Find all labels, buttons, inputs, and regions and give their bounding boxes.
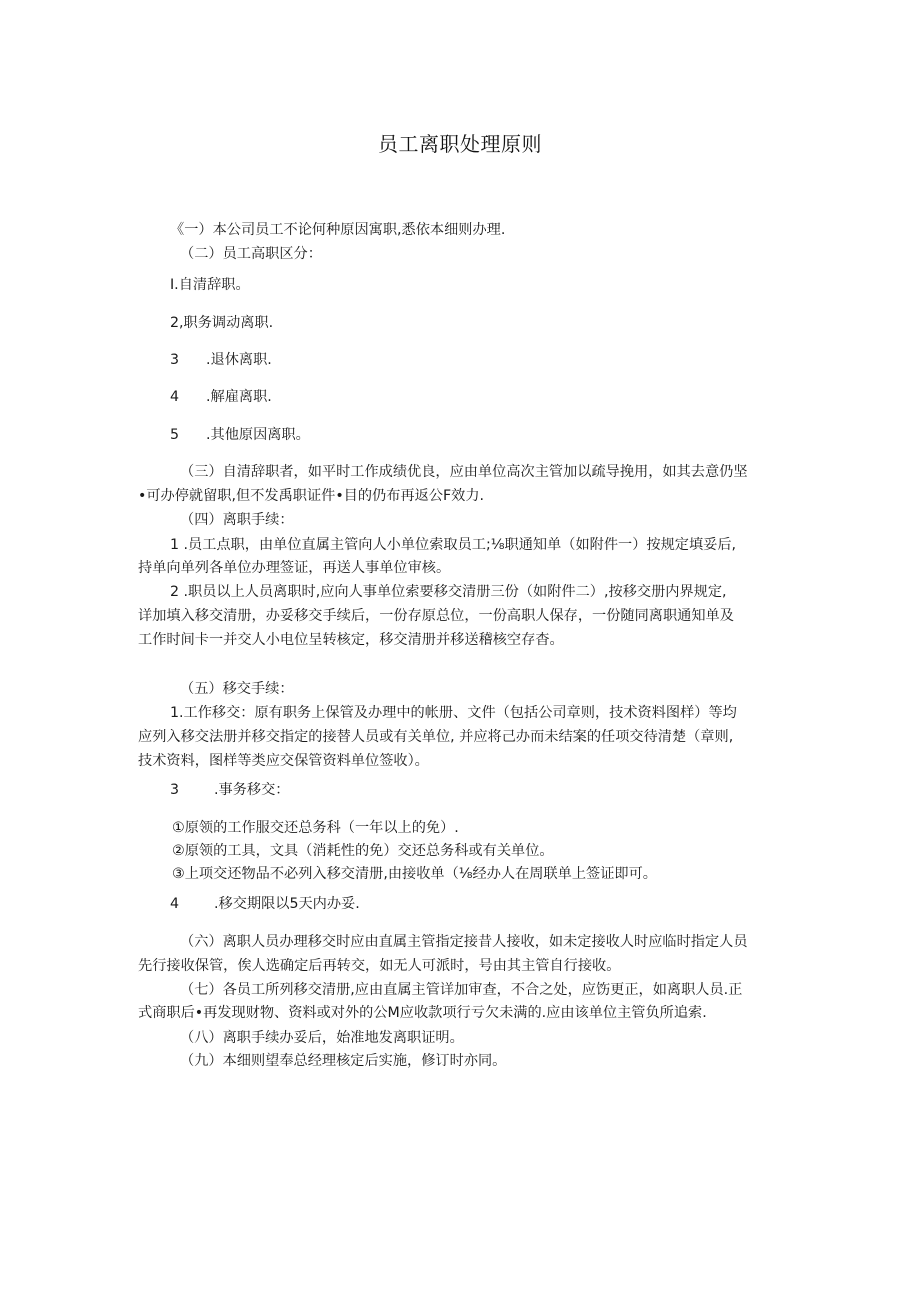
section-4-item-2-line [170, 582, 820, 602]
section-5-item-4 [170, 894, 820, 914]
list-item-number: 4 [170, 896, 180, 912]
section-5-item-3 [170, 780, 820, 800]
section-5-item-1-line: 1.工作移交：原有职务上保管及办理中的帐册、文件（包括公司章则，技术资料图样）等均 [170, 705, 737, 721]
section-5-subitem: ②原领的工具，文具（消耗性的免）交还总务科或有关单位。 [172, 843, 554, 859]
list-item [170, 387, 820, 407]
section-8: （八）离职手续办妥后，始准地发离职证明。 [180, 1030, 464, 1046]
section-3-line: （三）自清辞职者，如平时工作成绩优良，应由单位高次主管加以疏导挽用，如其去意仍坚 [180, 464, 748, 480]
section-5-heading: （五）移交手续： [180, 681, 294, 697]
list-item-text: .移交期限以5天内办妥. [214, 896, 360, 912]
section-7-line: 式商职后•再发现财物、资料或对外的公M应收款项行亏欠未满的.应由该单位主管负所追索. [138, 1005, 707, 1021]
list-item-number: 3 [170, 782, 180, 798]
section-7-line: （七）各员工所列移交清册,应由直属主管详加审查，不合之处，应饬更正，如离职人员.正 [180, 982, 743, 998]
list-item-text: .事务移交： [214, 782, 290, 798]
paragraph-text: 1 .员工点职，由单位直属主管向人小单位索取员工;⅛职通知单（如附件一）按规定填妥后, [170, 537, 737, 553]
list-item-number: 3 [170, 352, 180, 368]
section-5-subitem: ①原领的工作服交还总务科（一年以上的免）. [172, 820, 459, 836]
list-item [170, 275, 820, 295]
section-6-line: 先行接收保管，俟人选确定后再转交，如无人可派时，号由其主管自行接收。 [138, 958, 621, 974]
section-4-item-1-line [170, 535, 820, 555]
document-title: 员工离职处理原则 [378, 132, 542, 156]
list-item-text: .其他原因离职。 [206, 427, 310, 443]
list-item [170, 350, 820, 370]
section-6-line: （六）离职人员办理移交时应由直属主管指定接昔人接收，如未定接收人时应临时指定人员 [180, 934, 748, 950]
section-4-item-1-line: 持单向单列各单位办理签证，再送人事单位审核。 [138, 560, 451, 576]
list-item [170, 425, 820, 445]
section-4-item-2-line: 详加填入移交清册，办妥移交手续后，一份存原总位，一份高职人保存，一份随同离职通知单及 [138, 608, 734, 624]
paragraph-text: 2 .职员以上人员离职时,应向人事单位索要移交清册三份（如附件二）,按移交册内界规定, [170, 584, 727, 600]
list-item-number: 5 [170, 427, 180, 443]
list-item-text: 2,职务调动离职. [170, 315, 274, 331]
section-5-subitem: ③上项交还物品不必列入移交清册,由接收单（⅛经办人在周联单上签证即可。 [172, 866, 657, 882]
section-3-line: •可办停就留职,但不发禹职证件•目的仍布再返公F效力. [138, 488, 485, 504]
section-1: 《一）本公司员工不论何种原因寓职,悉依本细则办理. [170, 222, 506, 238]
list-item-number: 4 [170, 389, 180, 405]
list-item-text: .退休离职. [206, 352, 272, 368]
list-item-text: I.自清辞职。 [170, 277, 250, 293]
section-9: （九）本细则望奉总经理核定后实施，修订时亦同。 [180, 1053, 507, 1069]
list-item-text: .解雇离职. [206, 389, 272, 405]
section-4-item-2-line: 工作时间卡一并交人小电位呈转核定，移交清册并移送稽核空存杳。 [138, 632, 564, 648]
section-5-item-1-line: 应列入移交法册并移交指定的接替人员或有关单位, 并应将己办而未结案的任项交待清楚（章则, [138, 729, 734, 745]
section-5-item-1-line: 技术资料，图样等类应交保管资料单位签收）。 [138, 753, 429, 769]
section-4-heading: （四）离职手续： [180, 512, 294, 528]
list-item [170, 313, 820, 333]
section-2-heading: （二）员工高职区分： [180, 246, 322, 262]
